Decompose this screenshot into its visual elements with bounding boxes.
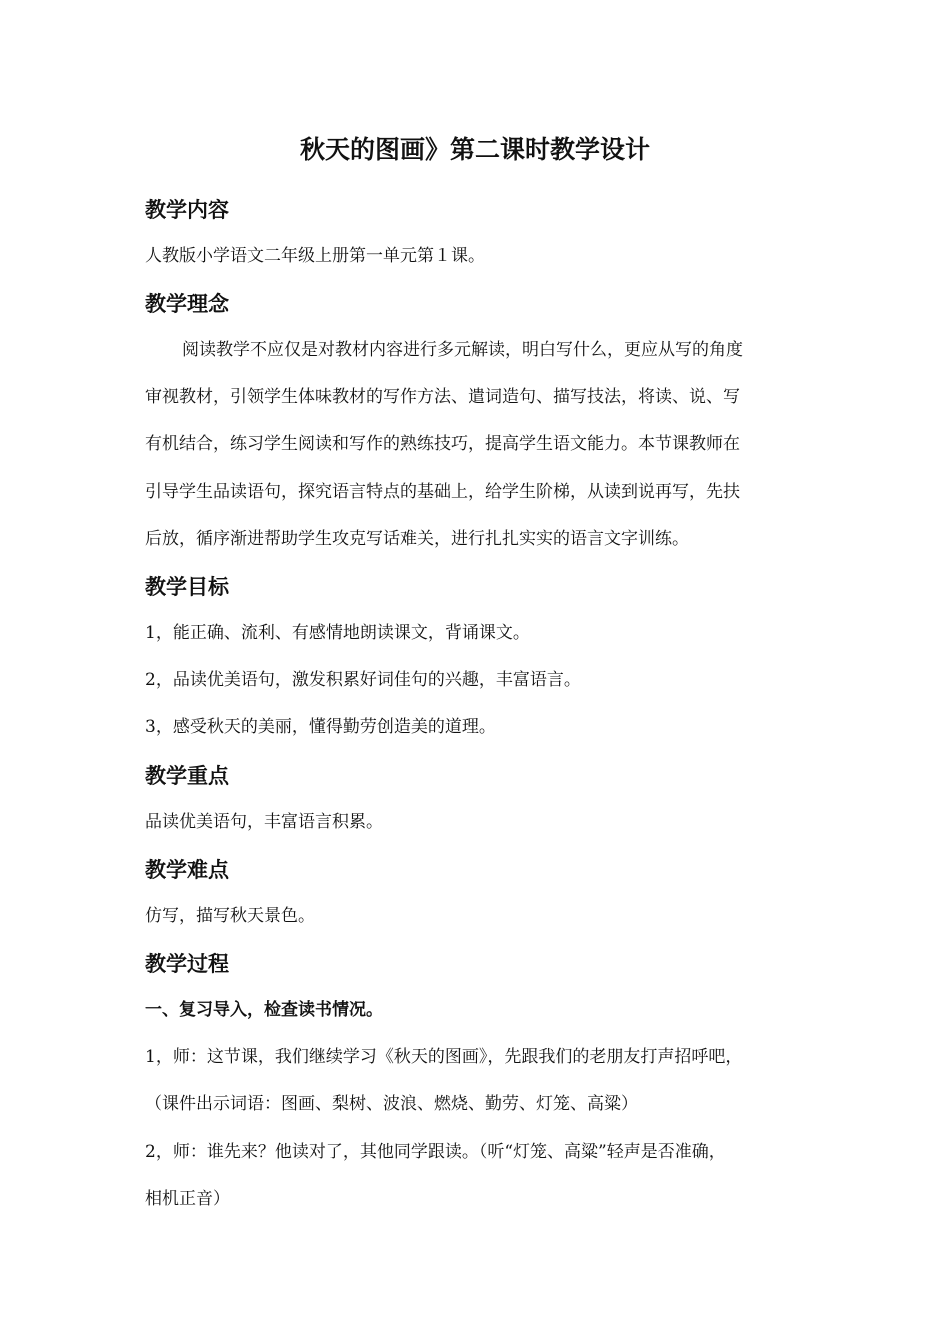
heading-teaching-process: 教学过程 bbox=[145, 952, 229, 976]
heading-teaching-goals: 教学目标 bbox=[145, 575, 229, 599]
process-line: （课件出示词语：图画、梨树、波浪、燃烧、勤劳、灯笼、高粱） bbox=[145, 1094, 638, 1114]
philosophy-line: 后放，循序渐进帮助学生攻克写话难关，进行扎扎实实的语言文字训练。 bbox=[145, 529, 689, 549]
heading-key-points: 教学重点 bbox=[145, 764, 229, 788]
process-step-title: 一、复习导入，检查读书情况。 bbox=[145, 1000, 383, 1020]
process-line: 1，师：这节课，我们继续学习《秋天的图画》，先跟我们的老朋友打声招呼吧， bbox=[145, 1047, 743, 1067]
philosophy-line: 有机结合，练习学生阅读和写作的熟练技巧，提高学生语文能力。本节课教师在 bbox=[145, 434, 740, 454]
process-line: 相机正音） bbox=[145, 1189, 230, 1209]
goal-item: 2，品读优美语句，激发积累好词佳句的兴趣，丰富语言。 bbox=[145, 670, 581, 690]
heading-difficulties: 教学难点 bbox=[145, 858, 229, 882]
document-title: 秋天的图画》第二课时教学设计 bbox=[299, 135, 650, 164]
philosophy-line: 审视教材，引领学生体味教材的写作方法、遣词造句、描写技法，将读、说、写 bbox=[145, 387, 740, 407]
goal-item: 1，能正确、流利、有感情地朗读课文，背诵课文。 bbox=[145, 623, 530, 643]
heading-teaching-content: 教学内容 bbox=[145, 198, 229, 222]
teaching-content-text: 人教版小学语文二年级上册第一单元第１课。 bbox=[145, 246, 485, 266]
key-points-text: 品读优美语句，丰富语言积累。 bbox=[145, 812, 383, 832]
philosophy-line: 引导学生品读语句，探究语言特点的基础上，给学生阶梯，从读到说再写，先扶 bbox=[145, 482, 740, 502]
goal-item: 3，感受秋天的美丽，懂得勤劳创造美的道理。 bbox=[145, 717, 496, 737]
heading-teaching-philosophy: 教学理念 bbox=[145, 292, 229, 316]
difficulties-text: 仿写，描写秋天景色。 bbox=[145, 906, 315, 926]
process-line: 2，师：谁先来？他读对了，其他同学跟读。（听“灯笼、高粱”轻声是否准确， bbox=[145, 1142, 726, 1162]
philosophy-line: 阅读教学不应仅是对教材内容进行多元解读，明白写什么，更应从写的角度 bbox=[182, 340, 743, 360]
